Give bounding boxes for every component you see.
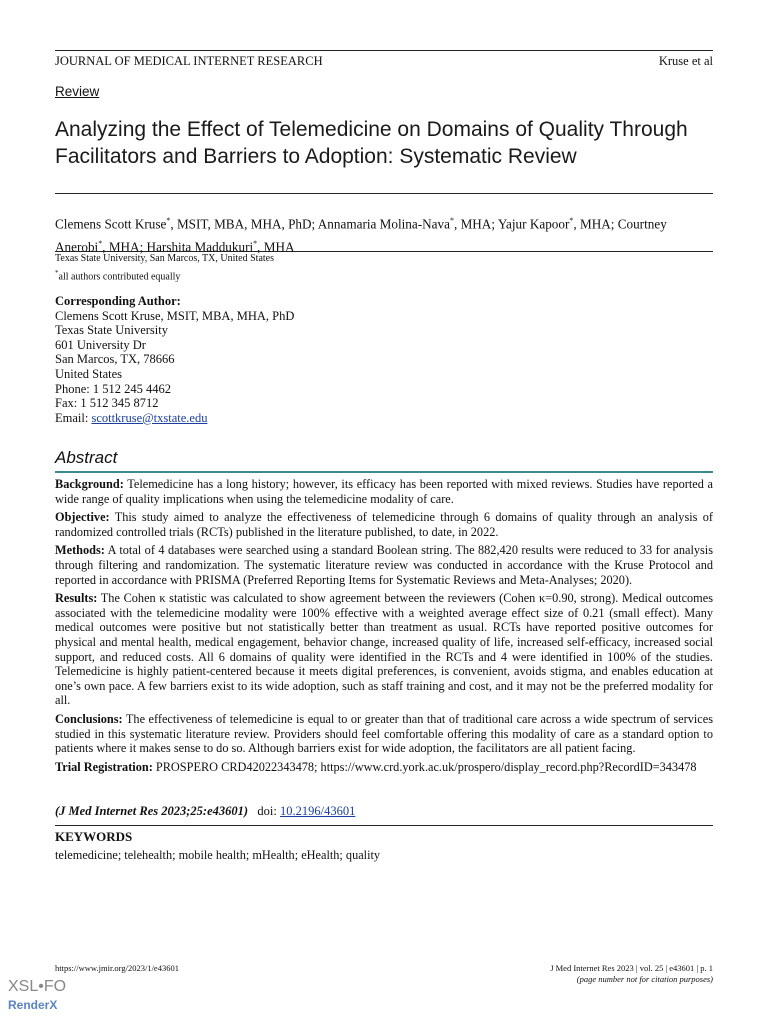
running-header <box>55 50 713 69</box>
abstract-results <box>55 591 713 708</box>
footer-journal-info: J Med Internet Res 2023 | vol. 25 | e43601 | p. 1 <box>550 963 713 973</box>
keywords-rule <box>55 825 713 826</box>
footer-url[interactable]: https://www.jmir.org/2023/1/e43601 <box>55 963 179 973</box>
journal-name: JOURNAL OF MEDICAL INTERNET RESEARCH <box>55 54 323 68</box>
doi-label: doi: <box>257 804 280 818</box>
author-name: Annamaria Molina-Nava <box>317 216 450 232</box>
author-mark: * <box>449 216 454 225</box>
author-mark: * <box>253 238 258 248</box>
abstract-conclusions <box>55 712 713 756</box>
footer-note: (page number not for citation purposes) <box>576 974 713 984</box>
corr-line: 601 University Dr <box>55 337 146 352</box>
abstract-body <box>55 477 713 778</box>
author-degrees: , MHA; <box>102 239 147 255</box>
author-degrees: , MHA; <box>573 216 618 232</box>
corr-line: Texas State University <box>55 323 168 338</box>
section-text: The effectiveness of telemedicine is equal to or greater than that of traditional care across a wide spectrum of services studied in this systematic literature review. Providers should feel comfortable offering this modality of care as a standard option to patients where it makes sense to do so. Although barriers exist for wide adoption, the facilitators are all patient facing. <box>55 711 713 756</box>
author-degrees: , MSIT, MBA, MHA, PhD; <box>170 216 318 232</box>
email-label: Email: <box>55 410 92 425</box>
affiliation: Texas State University, San Marcos, TX, United States <box>55 253 274 264</box>
watermark-line2: RenderX <box>8 998 58 1012</box>
author-mark: * <box>98 238 103 248</box>
section-label: Methods: <box>55 543 105 558</box>
section-text: PROSPERO CRD42022343478; https://www.crd.york.ac.uk/prospero/display_record.php?RecordID=343478 <box>152 759 697 774</box>
abstract-objective <box>55 510 713 539</box>
abstract-trial-registration <box>55 760 713 775</box>
article-title: Analyzing the Effect of Telemedicine on Domains of Quality Through Facilitators and Barriers to Adoption: Systematic Review <box>55 118 688 168</box>
author-mark: * <box>166 216 171 225</box>
corr-line: San Marcos, TX, 78666 <box>55 352 175 367</box>
author-name: Harshita Maddukuri <box>146 239 254 255</box>
abstract-background <box>55 477 713 506</box>
author-name: Yajur Kapoor <box>497 216 570 232</box>
keywords-text: telemedicine; telehealth; mobile health; mHealth; eHealth; quality <box>55 848 381 862</box>
author-degrees: , MHA <box>257 239 295 255</box>
note-text: all authors contributed equally <box>58 271 181 283</box>
section-label: Background: <box>55 477 124 491</box>
footer-info <box>455 963 713 985</box>
section-label: Objective: <box>55 510 110 525</box>
corr-email-line <box>55 411 713 426</box>
section-text: Telemedicine has a long history; however, its efficacy has been reported with mixed reviews. Studies have reported a wide range of quality implications when using the telemedicine modality of care. <box>55 477 713 506</box>
section-text: This study aimed to analyze the effectiveness of telemedicine through 6 domains of quality through an analysis of randomized controlled trials (RCTs) published in the literature published, to date, in 2022. <box>55 510 713 539</box>
author-degrees: , MHA; <box>453 216 498 232</box>
section-label: Trial Registration: <box>55 759 153 774</box>
author-mark: * <box>569 216 574 225</box>
author-name: Clemens Scott Kruse <box>55 216 167 232</box>
corr-line: Clemens Scott Kruse, MSIT, MBA, MHA, PhD <box>55 308 295 323</box>
note-mark: * <box>55 269 59 277</box>
running-author: Kruse et al <box>658 54 713 68</box>
title-rule <box>55 193 713 194</box>
abstract-heading: Abstract <box>55 448 118 467</box>
section-text: The Cohen κ statistic was calculated to show agreement between the reviewers (Cohen κ=0.90, strong). Medical outcomes associated with the telemedicine modality were 100% effective with a weighted average effect size of 0.21 (small effect). Many medical outcomes were positive but not statistically better than treatment as usual. RCTs have reported positive outcomes for physical and mental health, medical engagement, behavior change, increased quality of life, increased self-efficacy, increased social support, and reduced costs. All 6 domains of quality were identified in the RCTs and 4 were identified in 100% of the studies. Telemedicine is highly patient-centered because it meets digital preferences, is convenient, avoids stigma, and enables education at one’s own pace. A few barriers exist to its wide adoption, such as staff training and cost, and it may not be the preferred modality for all. <box>55 591 713 708</box>
citation-line <box>55 804 713 819</box>
corresponding-heading: Corresponding Author: <box>55 294 181 308</box>
watermark-line1: XSL•FO <box>8 978 67 995</box>
abstract-methods <box>55 543 713 587</box>
corr-phone: Phone: 1 512 245 4462 <box>55 381 171 396</box>
citation-ref: (J Med Internet Res 2023;25:e43601) <box>55 804 249 818</box>
doi-link[interactable]: 10.2196/43601 <box>280 804 356 818</box>
abstract-rule <box>55 471 713 473</box>
author-list <box>55 211 713 257</box>
section-text: A total of 4 databases were searched using a standard Boolean string. The 882,420 results were reduced to 33 for analysis through filtering and randomization. The systematic literature review was conducted in accordance with the Kruse Protocol and reported in accordance with PRISMA (Preferred Reporting Items for Systematic Reviews and Meta-Analyses; 2020). <box>55 543 713 587</box>
affiliation-block <box>55 252 713 284</box>
affiliation-note <box>55 266 713 284</box>
article-type[interactable]: Review <box>55 84 100 99</box>
corresponding-author <box>55 294 713 425</box>
author-name: Courtney Anerobi <box>55 216 667 255</box>
section-label: Conclusions: <box>55 711 123 726</box>
email-link[interactable]: scottkruse@txstate.edu <box>91 410 208 425</box>
keywords-heading: KEYWORDS <box>55 829 133 844</box>
section-label: Results: <box>55 591 98 606</box>
corr-fax: Fax: 1 512 345 8712 <box>55 396 159 411</box>
corr-line: United States <box>55 366 123 381</box>
renderx-watermark <box>8 978 66 1014</box>
